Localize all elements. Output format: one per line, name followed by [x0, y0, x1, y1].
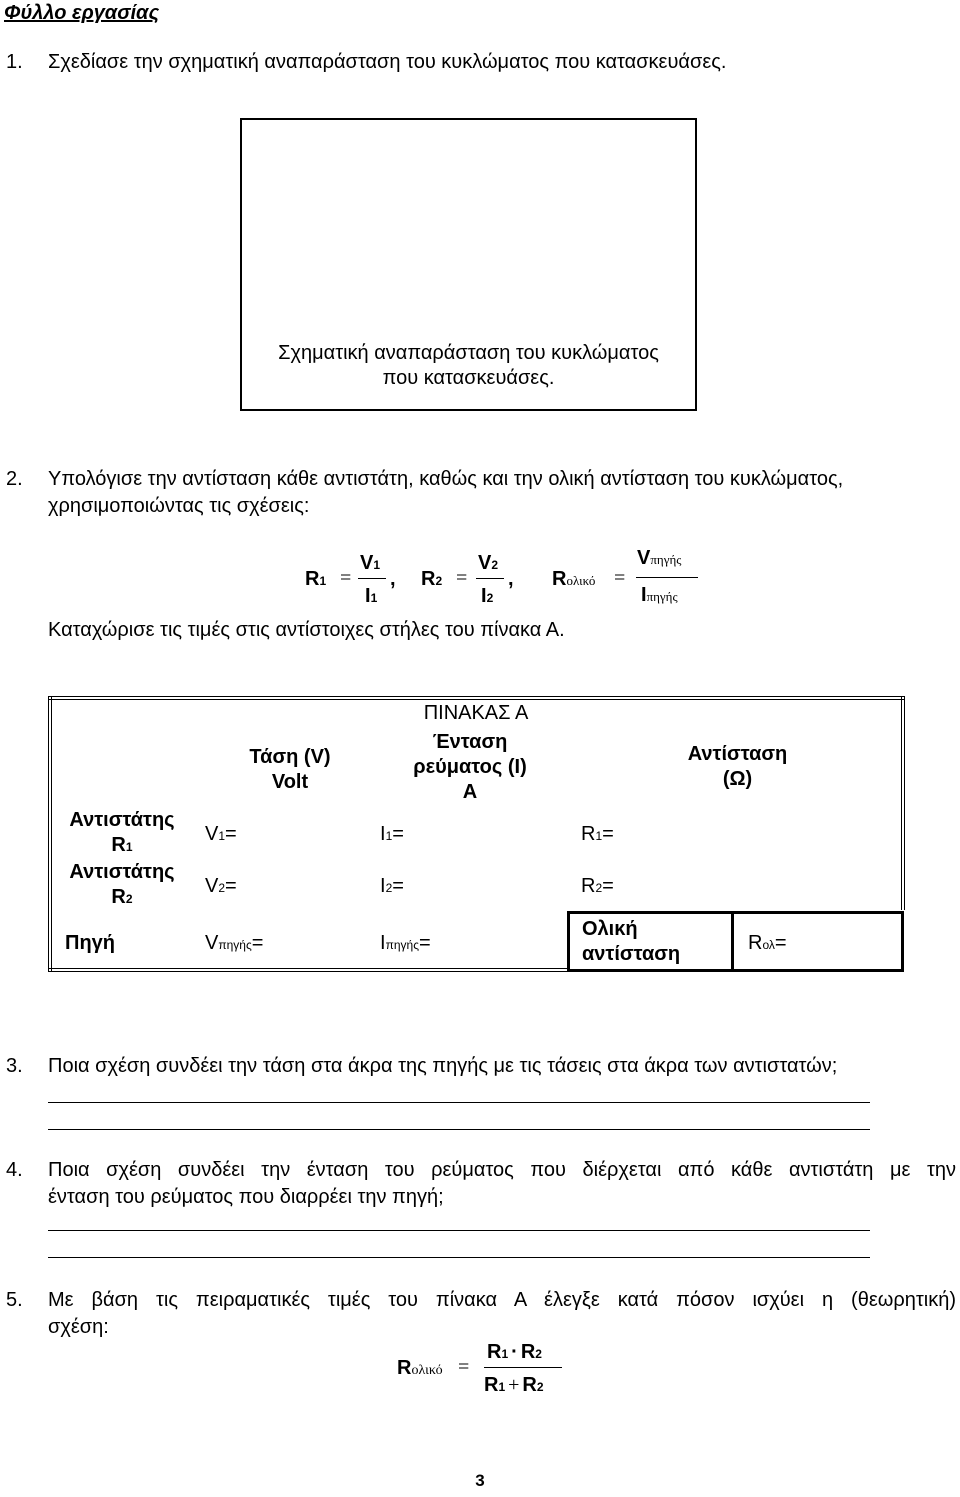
- page-number: 3: [475, 1471, 485, 1490]
- q4-number: 4.: [6, 1159, 23, 1181]
- row3-current[interactable]: Iπηγής=: [380, 932, 431, 954]
- formula-i1: I1: [365, 585, 378, 607]
- q2-text-line2: χρησιμοποιώντας τις σχέσεις:: [48, 495, 310, 517]
- q4-answer-line-2[interactable]: [48, 1257, 870, 1258]
- formula-v2: V2: [478, 552, 499, 574]
- box-caption-line1: Σχηματική αναπαράσταση του κυκλώματος: [278, 342, 659, 364]
- row2-voltage[interactable]: V2=: [205, 875, 237, 897]
- table-title-wrap: [48, 700, 904, 727]
- q4-answer-line-1[interactable]: [48, 1230, 870, 1231]
- formula-rtot: Rολικό: [552, 568, 596, 590]
- formula-i2: I2: [481, 585, 494, 607]
- formula-isrc: Iπηγής: [641, 584, 678, 606]
- row2-current[interactable]: I2=: [380, 875, 404, 897]
- row2-label: Αντιστάτης R2: [69, 861, 175, 908]
- q3-answer-line-2[interactable]: [48, 1129, 870, 1130]
- formula-eq-3: =: [614, 567, 626, 589]
- formula-r2: R2: [421, 568, 443, 590]
- formula-q5-denominator: R1 + R2: [484, 1374, 544, 1396]
- formula-comma-1: ,: [390, 568, 396, 590]
- row1-label: Αντιστάτης R1: [69, 809, 175, 856]
- row1-current[interactable]: I1=: [380, 823, 404, 845]
- q2-number: 2.: [6, 468, 23, 490]
- row3-label: Πηγή: [65, 932, 115, 954]
- box-caption-line2: που κατασκευάσες.: [382, 367, 555, 389]
- q3-answer-line-1[interactable]: [48, 1102, 870, 1103]
- q4-text-line1: Ποια σχέση συνδέει την ένταση του ρεύματος που διέρχεται από κάθε αντιστάτη με την: [48, 1159, 956, 1181]
- formula-comma-2: ,: [508, 568, 514, 590]
- total-resistance-value[interactable]: Rολ=: [748, 932, 787, 954]
- col-resistance-header: Αντίσταση (Ω): [687, 743, 788, 790]
- q2-instruction: Καταχώρισε τις τιμές στις αντίστοιχες στήλες του πίνακα Α.: [48, 619, 565, 641]
- row2-resistance[interactable]: R2=: [581, 875, 614, 897]
- formula-q5-rtot: Rολικό: [397, 1357, 443, 1379]
- row1-voltage[interactable]: V1=: [205, 823, 237, 845]
- formula-q5-numerator: R1 · R2: [487, 1341, 542, 1363]
- row3-voltage[interactable]: Vπηγής=: [205, 932, 264, 954]
- formula-bar-1: [358, 578, 386, 579]
- formula-eq-2: =: [456, 567, 468, 589]
- formula-bar-3: [636, 577, 698, 578]
- page-title: Φύλλο εργασίας: [4, 2, 160, 24]
- table-title: ΠΙΝΑΚΑΣ Α: [423, 702, 529, 724]
- col-current-header: Ένταση ρεύματος (Ι) A: [413, 731, 527, 803]
- q2-text-line1: Υπολόγισε την αντίσταση κάθε αντιστάτη, καθώς και την ολική αντίσταση του κυκλώματος,: [48, 468, 844, 490]
- formula-vsrc: Vπηγής: [637, 547, 682, 569]
- q1-text: Σχεδίασε την σχηματική αναπαράσταση του κυκλώματος που κατασκευάσες.: [48, 51, 727, 73]
- q5-text-line1: Με βάση τις πειραματικές τιμές του πίνακα Α έλεγξε κατά πόσον ισχύει η (θεωρητική): [48, 1289, 956, 1311]
- q4-text-line2: ένταση του ρεύματος που διαρρέει την πηγή;: [48, 1186, 444, 1208]
- formula-q5-bar: [484, 1367, 562, 1368]
- q5-text-line2: σχέση:: [48, 1316, 109, 1338]
- formula-bar-2: [476, 578, 504, 579]
- formula-eq-1: =: [340, 567, 352, 589]
- q1-number: 1.: [6, 51, 23, 73]
- row1-resistance[interactable]: R1=: [581, 823, 614, 845]
- formula-q5-eq: =: [458, 1356, 470, 1378]
- col-voltage-header: Τάση (V) Volt: [249, 746, 331, 793]
- formula-r1: R1: [305, 568, 327, 590]
- q3-number: 3.: [6, 1055, 23, 1077]
- q3-text: Ποια σχέση συνδέει την τάση στα άκρα της πηγής με τις τάσεις στα άκρα των αντιστατών;: [48, 1055, 838, 1077]
- total-resistance-label: Ολική αντίσταση: [582, 918, 681, 965]
- formula-v1: V1: [360, 552, 381, 574]
- q5-number: 5.: [6, 1289, 23, 1311]
